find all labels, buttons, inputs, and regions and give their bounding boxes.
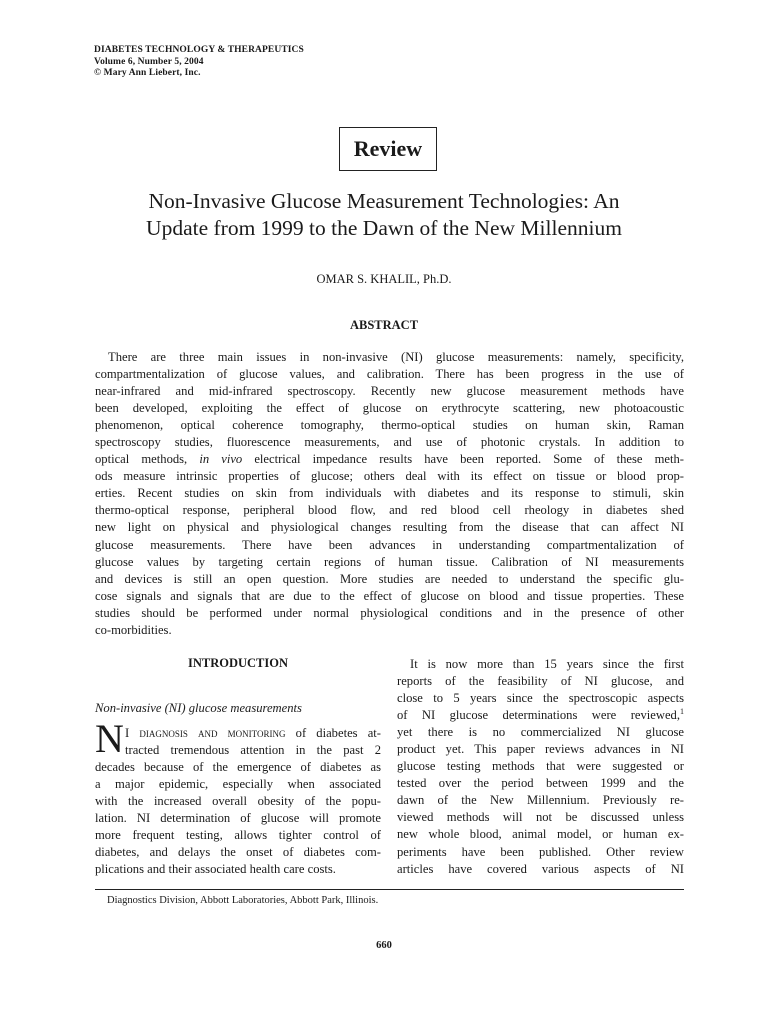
article-title (60, 188, 708, 242)
subsection-heading: Non-invasive (NI) glucose measurements (95, 701, 302, 715)
left-column (95, 655, 381, 878)
intro-line: plications and their associated health care costs. (95, 862, 336, 877)
abstract-line-suffix: electrical impedance results have been reported. Some of these meth- (242, 452, 684, 467)
body-line: product yet. This paper reviews advances in NI (397, 742, 684, 757)
body-line: yet there is no commercialized NI glucose (397, 725, 684, 740)
journal-volume: Volume 6, Number 5, 2004 (94, 56, 204, 67)
body-line: glucose testing methods that were suggested or (397, 759, 684, 774)
body-line: reports of the feasibility of NI glucose, and (397, 674, 684, 689)
abstract-line: been developed, exploiting the effect of glucose on erythrocyte scattering, new photoacoustic (95, 401, 684, 416)
abstract-line: new light on physical and physiological changes resulting from the disease that can affect NI (95, 520, 684, 535)
page-number: 660 (376, 940, 392, 951)
body-line: tested over the period between 1999 and the (397, 776, 684, 791)
abstract-line: glucose measurements. There have been advances in understanding compartmentalization of (95, 537, 684, 552)
body-line: periments have been published. Other review (397, 844, 684, 859)
abstract-line: spectroscopy studies, fluorescence measurements, and use of photonic crystals. In addition to (95, 435, 684, 450)
abstract-line-prefix: optical methods, (95, 452, 200, 467)
abstract-line: compartmentalization of glucose values, and calibration. There has been progress in the use of (95, 367, 684, 382)
reference-superscript[interactable]: 1 (680, 706, 684, 716)
abstract-line: and devices is still an open question. More studies are needed to understand the specific glu- (95, 571, 684, 586)
abstract-line: ods measure intrinsic properties of glucose; others deal with its effect on tissue or blood prop- (95, 469, 684, 484)
abstract-line: phenomenon, optical coherence tomography, thermo-optical studies on human skin, Raman (95, 418, 684, 433)
article-type-box: Review (339, 127, 437, 171)
body-line: viewed methods will not be discussed unless (397, 810, 684, 825)
intro-line: decades because of the emergence of diabetes as (95, 760, 381, 775)
journal-copyright: © Mary Ann Liebert, Inc. (94, 68, 201, 78)
intro-line: more frequent testing, allows tighter control of (95, 828, 381, 843)
abstract-line (95, 451, 684, 468)
intro-line: diabetes, and delays the onset of diabetes com- (95, 845, 381, 860)
body-line: new whole blood, animal model, or human ex- (397, 827, 684, 842)
abstract-body (95, 349, 684, 639)
journal-header (94, 45, 304, 80)
smallcaps-lead: I diagnosis and monitoring (125, 726, 286, 740)
abstract-line: near-infrared and mid-infrared spectroscopy. Recently new glucose measurement methods have (95, 384, 684, 399)
intro-line: tracted tremendous attention in the past 2 (125, 743, 381, 758)
body-line: articles have covered various aspects of NI (397, 861, 684, 876)
abstract-line: thermo-optical response, peripheral blood flow, and red blood cell rheology in diabetes shed (95, 503, 684, 518)
abstract-line: cose signals and signals that are due to the effect of glucose on blood and tissue properties. These (95, 588, 684, 603)
abstract-heading: ABSTRACT (349, 318, 419, 332)
intro-line-rest: of diabetes at- (285, 726, 381, 740)
body-line (397, 707, 684, 724)
footnote-divider (95, 889, 684, 890)
body-line-text: of NI glucose determinations were reviewed, (397, 708, 680, 723)
in-vivo-italic: in vivo (199, 452, 243, 467)
intro-line: lation. NI determination of glucose will promote (95, 811, 381, 826)
abstract-line: There are three main issues in non-invasive (NI) glucose measurements: namely, specificity, (108, 350, 684, 364)
journal-name: DIABETES TECHNOLOGY & THERAPEUTICS (94, 45, 304, 55)
right-column (397, 656, 684, 878)
abstract-line: co-morbidities. (95, 622, 172, 637)
affiliation-footnote: Diagnostics Division, Abbott Laboratories, Abbott Park, Illinois. (107, 895, 379, 906)
intro-line: with the increased overall obesity of the popu- (95, 794, 381, 809)
intro-line (95, 725, 381, 742)
abstract-line: glucose values by targeting certain regions of human tissue. Calibration of NI measurements (95, 554, 684, 569)
body-line: dawn of the New Millennium. Previously re- (397, 793, 684, 808)
intro-line: a major epidemic, especially when associated (95, 777, 381, 792)
author: OMAR S. KHALIL, Ph.D. (316, 272, 452, 286)
intro-paragraph (95, 716, 381, 878)
body-line: close to 5 years since the spectroscopic aspects (397, 691, 684, 706)
drop-cap: N (95, 716, 124, 761)
title-line-2: Update from 1999 to the Dawn of the New Millennium (146, 216, 622, 240)
abstract-line: studies should be performed under normal physiological conditions and in the presence of other (95, 605, 684, 620)
abstract-line: erties. Recent studies on skin from individuals with diabetes and its response to stimuli, skin (95, 486, 684, 501)
body-line: It is now more than 15 years since the first (410, 657, 684, 671)
introduction-heading: INTRODUCTION (187, 656, 288, 670)
dropcap-block (95, 716, 381, 761)
title-line-1: Non-Invasive Glucose Measurement Technologies: An (148, 189, 620, 213)
